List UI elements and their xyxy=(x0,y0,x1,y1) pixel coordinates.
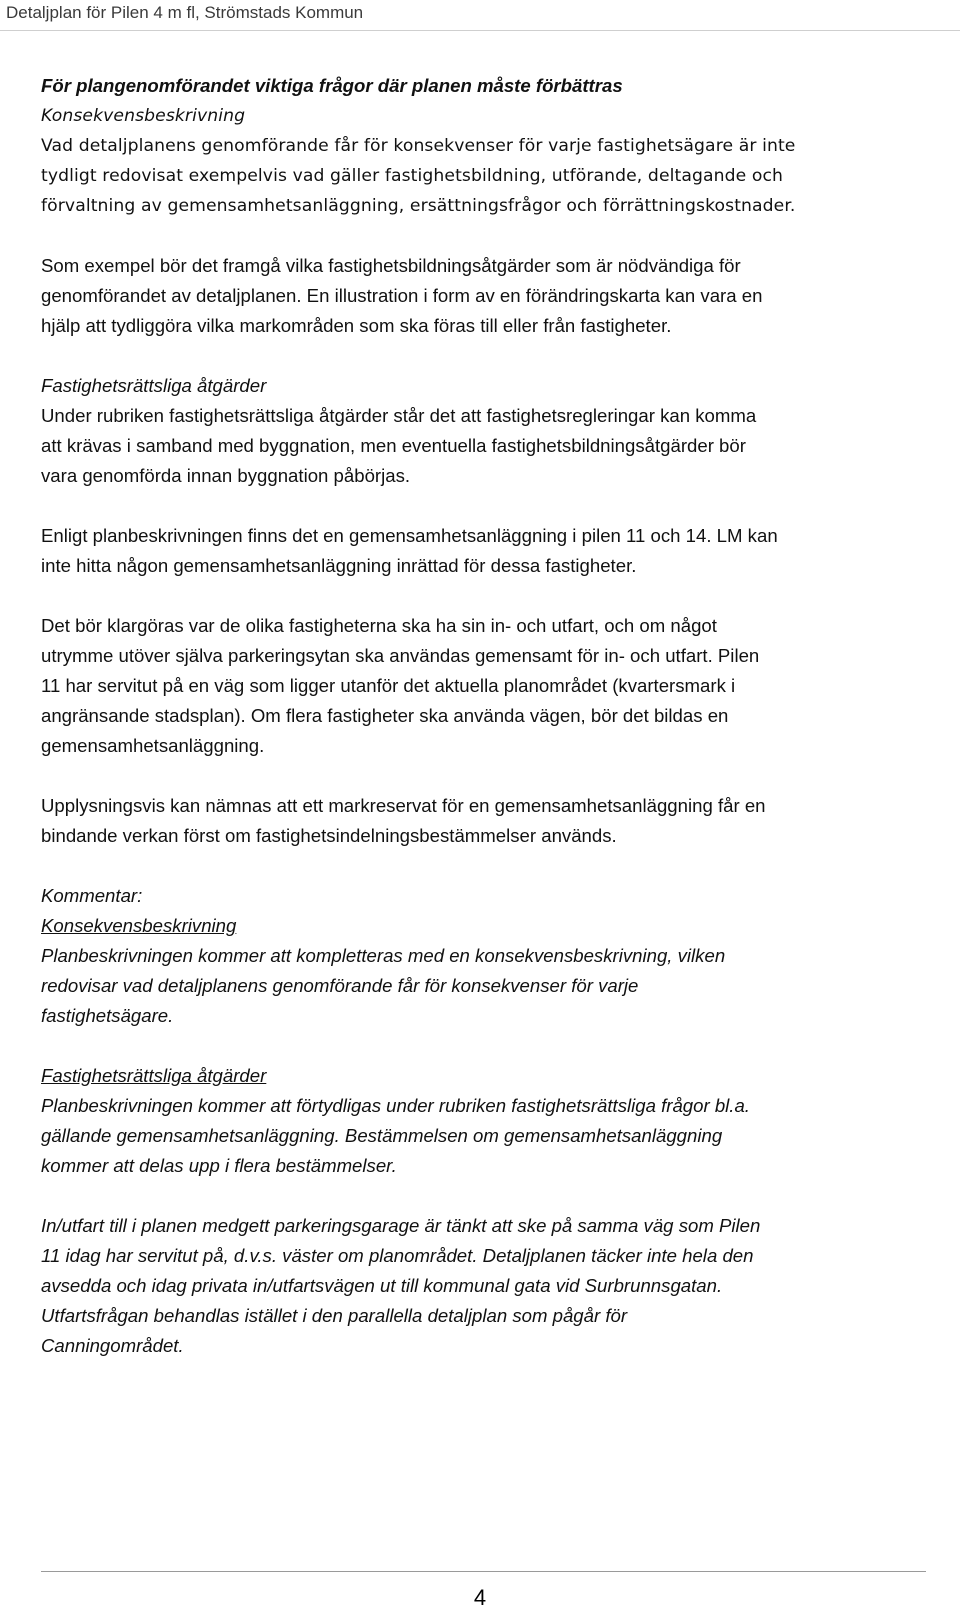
page-header xyxy=(0,0,960,31)
document-body xyxy=(41,71,926,1361)
paragraph-gap xyxy=(41,851,926,881)
subheading-fastighetsrattsliga: Fastighetsrättsliga åtgärder xyxy=(41,375,267,396)
paragraph-line: genomförandet av detaljplanen. En illustration i form av en förändringskarta kan vara en xyxy=(41,285,763,306)
paragraph-gap xyxy=(41,221,926,251)
comment-subheading-konsekvensbeskrivning: Konsekvensbeskrivning xyxy=(41,915,237,936)
paragraph-line: utrymme utöver själva parkeringsytan ska användas gemensamt för in- och utfart. Pilen xyxy=(41,645,760,666)
paragraph-gap xyxy=(41,761,926,791)
paragraph-line: Upplysningsvis kan nämnas att ett markreservat för en gemensamhetsanläggning får en xyxy=(41,795,766,816)
comment-line: Planbeskrivningen kommer att kompletteras med en konsekvensbeskrivning, vilken xyxy=(41,945,726,966)
paragraph-gap xyxy=(41,341,926,371)
paragraph-line: inte hitta någon gemensamhetsanläggning inrättad för dessa fastigheter. xyxy=(41,555,637,576)
comment-line: 11 idag har servitut på, d.v.s. väster om planområdet. Detaljplanen täcker inte hela den xyxy=(41,1245,754,1266)
comment-line: kommer att delas upp i flera bestämmelser. xyxy=(41,1155,397,1176)
paragraph-line: 11 har servitut på en väg som ligger utanför det aktuella planområdet (kvartersmark i xyxy=(41,675,736,696)
comment-line: Canningområdet. xyxy=(41,1335,184,1356)
paragraph-gap xyxy=(41,1031,926,1061)
section-heading: För plangenomförandet viktiga frågor där planen måste förbättras xyxy=(41,75,623,96)
comment-line: fastighetsägare. xyxy=(41,1005,174,1026)
comment-label: Kommentar: xyxy=(41,885,143,906)
paragraph-line: förvaltning av gemensamhetsanläggning, ersättningsfrågor och förrättningskostnader. xyxy=(41,196,796,216)
paragraph-line: Under rubriken fastighetsrättsliga åtgärder står det att fastighetsregleringar kan komma xyxy=(41,405,757,426)
paragraph-line: tydligt redovisat exempelvis vad gäller fastighetsbildning, utförande, deltagande och xyxy=(41,166,784,186)
paragraph-line: hjälp att tydliggöra vilka markområden som ska föras till eller från fastigheter. xyxy=(41,315,672,336)
paragraph-line: gemensamhetsanläggning. xyxy=(41,735,265,756)
comment-line: Planbeskrivningen kommer att förtydligas under rubriken fastighetsrättsliga frågor bl.a. xyxy=(41,1095,750,1116)
paragraph-line: Det bör klargöras var de olika fastigheterna ska ha sin in- och utfart, och om något xyxy=(41,615,717,636)
comment-line: In/utfart till i planen medgett parkeringsgarage är tänkt att ske på samma väg som Pilen xyxy=(41,1215,761,1236)
footer-divider xyxy=(41,1571,926,1572)
paragraph-line: bindande verkan först om fastighetsindelningsbestämmelser används. xyxy=(41,825,617,846)
paragraph-gap xyxy=(41,491,926,521)
paragraph-line: Vad detaljplanens genomförande får för konsekvenser för varje fastighetsägare är inte xyxy=(41,136,796,156)
comment-line: gällande gemensamhetsanläggning. Bestämmelsen om gemensamhetsanläggning xyxy=(41,1125,723,1146)
comment-line: avsedda och idag privata in/utfartsvägen ut till kommunal gata vid Surbrunnsgatan. xyxy=(41,1275,723,1296)
paragraph-line: att krävas i samband med byggnation, men eventuella fastighetsbildningsåtgärder bör xyxy=(41,435,746,456)
subheading-konsekvensbeskrivning: Konsekvensbeskrivning xyxy=(41,106,246,126)
comment-line: Utfartsfrågan behandlas istället i den parallella detaljplan som pågår för xyxy=(41,1305,628,1326)
comment-subheading-fastighetsrattsliga: Fastighetsrättsliga åtgärder xyxy=(41,1065,267,1086)
document-title: Detaljplan för Pilen 4 m fl, Strömstads Kommun xyxy=(6,3,364,22)
paragraph-gap xyxy=(41,581,926,611)
paragraph-gap xyxy=(41,1181,926,1211)
paragraph-line: angränsande stadsplan). Om flera fastigheter ska använda vägen, bör det bildas en xyxy=(41,705,729,726)
page-number: 4 xyxy=(473,1585,487,1610)
comment-line: redovisar vad detaljplanens genomförande får för konsekvenser för varje xyxy=(41,975,639,996)
paragraph-line: vara genomförda innan byggnation påbörjas. xyxy=(41,465,411,486)
paragraph-line: Som exempel bör det framgå vilka fastighetsbildningsåtgärder som är nödvändiga för xyxy=(41,255,741,276)
paragraph-line: Enligt planbeskrivningen finns det en gemensamhetsanläggning i pilen 11 och 14. LM kan xyxy=(41,525,778,546)
